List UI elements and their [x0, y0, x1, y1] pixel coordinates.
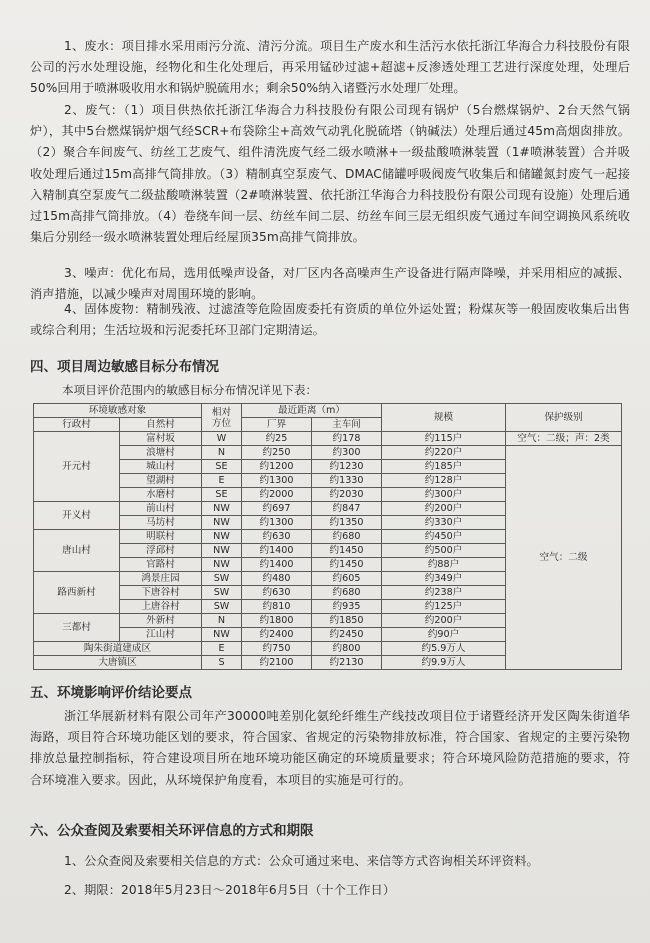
table-row — [34, 432, 622, 446]
scale-cell: 约88户 — [382, 558, 506, 572]
factory-distance-cell: 约1300 — [242, 474, 312, 488]
paragraph-period: 2、期限：2018年5月23日～2018年6月5日（十个工作日） — [64, 883, 396, 897]
header-factory-boundary: 厂界 — [242, 418, 312, 432]
factory-distance-cell: 约480 — [242, 572, 312, 586]
scale-cell: 约220户 — [382, 446, 506, 460]
scale-cell: 约128户 — [382, 474, 506, 488]
factory-distance-cell: 约1400 — [242, 558, 312, 572]
workshop-distance-cell: 约680 — [312, 586, 382, 600]
scale-cell: 约9.9万人 — [382, 656, 506, 670]
paragraph-public-access: 1、公众查阅及索要相关信息的方式：公众可通过来电、来信等方式咨询相关环评资料。 — [64, 854, 539, 868]
village-cell: 明联村 — [120, 530, 202, 544]
admin-village-cell: 唐山村 — [34, 530, 120, 572]
protection-cell: 空气：二级 — [506, 446, 622, 670]
factory-distance-cell: 约750 — [242, 642, 312, 656]
direction-cell: SW — [202, 600, 242, 614]
village-cell: 城山村 — [120, 460, 202, 474]
village-cell: 下唐谷村 — [120, 586, 202, 600]
workshop-distance-cell: 约935 — [312, 600, 382, 614]
table-caption: 本项目评价范围内的敏感目标分布情况详见下表： — [62, 383, 318, 397]
header-protection: 保护级别 — [506, 404, 622, 432]
table-row — [34, 446, 622, 460]
area-cell: 大唐镇区 — [34, 656, 202, 670]
workshop-distance-cell: 约178 — [312, 432, 382, 446]
admin-village-cell: 开义村 — [34, 502, 120, 530]
workshop-distance-cell: 约1450 — [312, 544, 382, 558]
scale-cell: 约300户 — [382, 488, 506, 502]
direction-cell: NW — [202, 530, 242, 544]
workshop-distance-cell: 约800 — [312, 642, 382, 656]
scale-cell: 约5.9万人 — [382, 642, 506, 656]
village-cell: 外新村 — [120, 614, 202, 628]
direction-cell: E — [202, 642, 242, 656]
scale-cell: 约200户 — [382, 502, 506, 516]
direction-cell: N — [202, 614, 242, 628]
area-cell: 陶朱街道建成区 — [34, 642, 202, 656]
admin-village-cell: 路西新村 — [34, 572, 120, 614]
sensitive-targets-table — [33, 403, 622, 670]
section-heading-4: 四、项目周边敏感目标分布情况 — [30, 359, 219, 375]
workshop-distance-cell: 约2130 — [312, 656, 382, 670]
factory-distance-cell: 约1400 — [242, 544, 312, 558]
direction-cell: NW — [202, 628, 242, 642]
workshop-distance-cell: 约1330 — [312, 474, 382, 488]
admin-village-cell: 三都村 — [34, 614, 120, 642]
header-scale: 规模 — [382, 404, 506, 432]
direction-cell: NW — [202, 558, 242, 572]
paragraph-noise: 3、噪声：优化布局，选用低噪声设备，对厂区内各高噪声生产设备进行隔声降噪，并采用相应的减振、消声措施，以减少噪声对周围环境的影响。 — [30, 266, 630, 302]
header-direction: 相对 方位 — [202, 404, 242, 432]
scale-cell: 约200户 — [382, 614, 506, 628]
direction-cell: SW — [202, 572, 242, 586]
direction-cell: E — [202, 474, 242, 488]
village-cell: 望湖村 — [120, 474, 202, 488]
paragraph-waste-gas: 2、废气：（1）项目供热依托浙江华海合力科技股份有限公司现有锅炉（5台燃煤锅炉、2台天然气锅炉），其中5台燃煤锅炉烟气经SCR+布袋除尘+高效气动乳化脱硫塔（钠碱法）处理后通过45m高烟囱排放。（2）聚合车间废气、纺丝工艺废气、组件清洗废气经二级水喷淋+一级盐酸喷淋装置（1#喷淋装置）合并吸收处理后通过15m高排气筒排放。（3）精制真空泵废气、DMAC储罐呼吸阀废气收集后和储罐氮封废气一起接入精制真空泵废气二级盐酸喷淋装置（2#喷淋装置、依托浙江华海合力科技股份有限公司现有设施）处理后通过15m高排气筒排放。（4）卷绕车间一层、纺丝车间二层、纺丝车间三层无组织废气通过车间空调换风系统收集后分别经一级水喷淋装置处理后经屋顶35m高排气筒排放。 — [30, 103, 630, 245]
workshop-distance-cell: 约2030 — [312, 488, 382, 502]
direction-cell: NW — [202, 502, 242, 516]
direction-cell: SW — [202, 586, 242, 600]
direction-cell: SE — [202, 460, 242, 474]
factory-distance-cell: 约630 — [242, 530, 312, 544]
village-cell: 马坊村 — [120, 516, 202, 530]
factory-distance-cell: 约25 — [242, 432, 312, 446]
direction-cell: S — [202, 656, 242, 670]
scale-cell: 约90户 — [382, 628, 506, 642]
village-cell: 水磨村 — [120, 488, 202, 502]
scale-cell: 约349户 — [382, 572, 506, 586]
village-cell: 前山村 — [120, 502, 202, 516]
direction-cell: NW — [202, 516, 242, 530]
factory-distance-cell: 约1200 — [242, 460, 312, 474]
factory-distance-cell: 约2400 — [242, 628, 312, 642]
village-cell: 浪塘村 — [120, 446, 202, 460]
workshop-distance-cell: 约605 — [312, 572, 382, 586]
factory-distance-cell: 约2100 — [242, 656, 312, 670]
factory-distance-cell: 约697 — [242, 502, 312, 516]
protection-cell: 空气：二级；声：2类 — [506, 432, 622, 446]
section-heading-6: 六、公众查阅及索要相关环评信息的方式和期限 — [30, 823, 314, 839]
table-header-row — [34, 404, 622, 418]
workshop-distance-cell: 约680 — [312, 530, 382, 544]
scale-cell: 约125户 — [382, 600, 506, 614]
direction-cell: NW — [202, 544, 242, 558]
village-cell: 上唐谷村 — [120, 600, 202, 614]
header-natural-village: 自然村 — [120, 418, 202, 432]
factory-distance-cell: 约2000 — [242, 488, 312, 502]
admin-village-cell: 开元村 — [34, 432, 120, 502]
paragraph-conclusion: 浙江华展新材料有限公司年产30000吨差别化氨纶纤维生产线技改项目位于诸暨经济开发区陶朱街道华海路，项目符合环境功能区划的要求，符合国家、省规定的污染物排放标准，符合国家、省规定的主要污染物排放总量控制指标，符合建设项目所在地环境功能区确定的环境质量要求；符合环境风险防范措施的要求，符合环境准入要求。因此，从环境保护角度看，本项目的实施是可行的。 — [30, 709, 630, 787]
village-cell: 江山村 — [120, 628, 202, 642]
scale-cell: 约238户 — [382, 586, 506, 600]
paragraph-solid-waste: 4、固体废物：精制残液、过滤渣等危险固废委托有资质的单位外运处置；粉煤灰等一般固废收集后出售或综合利用；生活垃圾和污泥委托环卫部门定期清运。 — [30, 302, 630, 338]
village-cell: 浮邱村 — [120, 544, 202, 558]
scale-cell: 约500户 — [382, 544, 506, 558]
village-cell: 鸿景庄园 — [120, 572, 202, 586]
scale-cell: 约450户 — [382, 530, 506, 544]
village-cell: 官路村 — [120, 558, 202, 572]
scale-cell: 约115户 — [382, 432, 506, 446]
workshop-distance-cell: 约1350 — [312, 516, 382, 530]
scale-cell: 约185户 — [382, 460, 506, 474]
factory-distance-cell: 约250 — [242, 446, 312, 460]
header-distance: 最近距离（m） — [242, 404, 382, 418]
scale-cell: 约330户 — [382, 516, 506, 530]
section-heading-5: 五、环境影响评价结论要点 — [30, 685, 192, 701]
direction-cell: N — [202, 446, 242, 460]
direction-cell: W — [202, 432, 242, 446]
factory-distance-cell: 约630 — [242, 586, 312, 600]
workshop-distance-cell: 约1230 — [312, 460, 382, 474]
workshop-distance-cell: 约1850 — [312, 614, 382, 628]
workshop-distance-cell: 约847 — [312, 502, 382, 516]
workshop-distance-cell: 约300 — [312, 446, 382, 460]
header-admin-village: 行政村 — [34, 418, 120, 432]
direction-cell: SE — [202, 488, 242, 502]
factory-distance-cell: 约1800 — [242, 614, 312, 628]
workshop-distance-cell: 约1450 — [312, 558, 382, 572]
workshop-distance-cell: 约2450 — [312, 628, 382, 642]
paragraph-wastewater: 1、废水：项目排水采用雨污分流、清污分流。项目生产废水和生活污水依托浙江华海合力科技股份有限公司的污水处理设施，经物化和生化处理后，再采用锰砂过滤+超滤+反渗透处理工艺进行深度处理，处理后50%回用于喷淋吸收用水和锅炉脱硫用水；剩余50%纳入诸暨污水处理厂处理。 — [30, 39, 630, 96]
factory-distance-cell: 约810 — [242, 600, 312, 614]
factory-distance-cell: 约1300 — [242, 516, 312, 530]
village-cell: 富村坂 — [120, 432, 202, 446]
header-main-workshop: 主车间 — [312, 418, 382, 432]
header-target: 环境敏感对象 — [34, 404, 202, 418]
